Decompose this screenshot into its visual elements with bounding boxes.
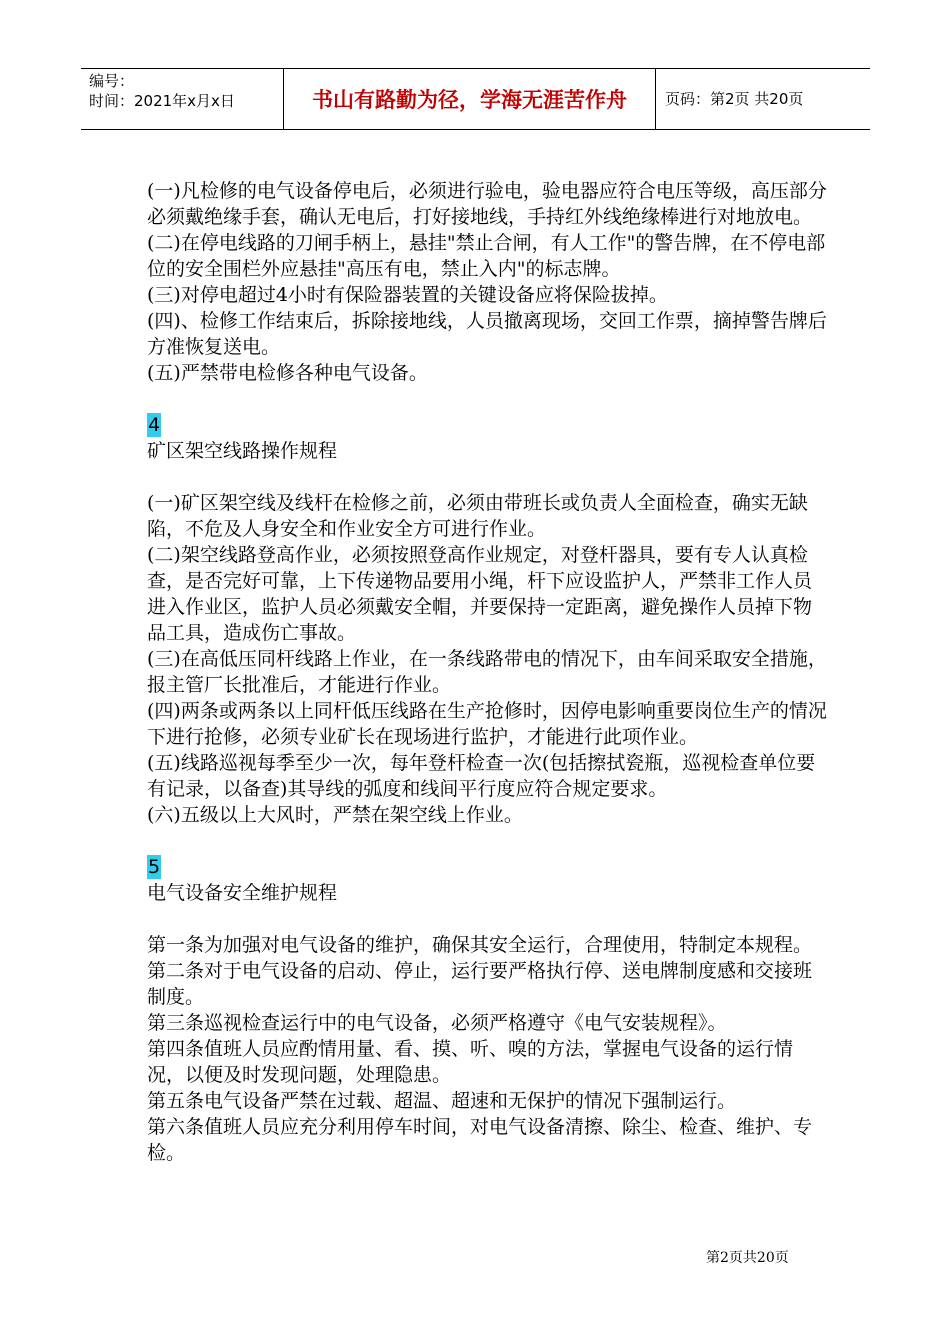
section-5-title: 电气设备安全维护规程 [147, 882, 338, 904]
paragraph: 第一条为加强对电气设备的维护，确保其安全运行，合理使用，特制定本规程。 [147, 934, 813, 956]
page-footer: 第2页共20页 [706, 1250, 789, 1266]
paragraph: (三)对停电超过4小时有保险器装置的关键设备应将保险拔掉。 [147, 284, 668, 306]
paragraph: (三)在高低压同杆线路上作业，在一条线路带电的情况下，由车间采取安全措施，报主管厂长批准后，才能进行作业。 [147, 648, 827, 696]
paragraph: (二)在停电线路的刀闸手柄上，悬挂"禁止合闸，有人工作"的警告牌，在不停电部位的安全围栏外应悬挂"高压有电，禁止入内"的标志牌。 [147, 232, 826, 280]
header-page-info: 页码：第2页 共20页 [665, 90, 804, 108]
section-number-highlight: 5 [148, 856, 161, 878]
spacer [147, 906, 827, 932]
paragraph: 第三条巡视检查运行中的电气设备，必须严格遵守《电气安装规程》。 [147, 1012, 727, 1034]
paragraph: 第四条值班人员应酌情用量、看、摸、听、嗅的方法，掌握电气设备的运行情况，以便及时发现问题，处理隐患。 [147, 1038, 794, 1086]
header-left [89, 71, 279, 111]
paragraph: 第六条值班人员应充分利用停车时间，对电气设备清擦、除尘、检查、维护、专检。 [147, 1116, 813, 1164]
spacer [147, 828, 827, 854]
spacer [147, 386, 827, 412]
paragraph: (一)矿区架空线及线杆在检修之前，必须由带班长或负责人全面检查，确实无缺陷，不危及人身安全和作业安全方可进行作业。 [147, 492, 808, 540]
paragraph: (六)五级以上大风时，严禁在架空线上作业。 [147, 804, 523, 826]
doc-number-label: 编号： [89, 72, 135, 90]
paragraph: (二)架空线路登高作业，必须按照登高作业规定，对登杆器具，要有专人认真检查，是否完好可靠，上下传递物品要用小绳，杆下应设监护人，严禁非工作人员进入作业区，监护人员必须戴安全帽，并要保持一定距离，避免操作人员掉下物品工具，造成伤亡事故。 [147, 544, 813, 644]
spacer [147, 464, 827, 490]
section-4-title: 矿区架空线路操作规程 [147, 440, 338, 462]
paragraph: (五)严禁带电检修各种电气设备。 [147, 362, 428, 384]
paragraph: (四)两条或两条以上同杆低压线路在生产抢修时，因停电影响重要岗位生产的情况下进行抢修，必须专业矿长在现场进行监护，才能进行此项作业。 [147, 700, 827, 748]
paragraph: 第二条对于电气设备的启动、停止，运行要严格执行停、送电牌制度感和交接班制度。 [147, 960, 813, 1008]
paragraph: (五)线路巡视每季至少一次，每年登杆检查一次(包括擦拭瓷瓶，巡视检查单位要有记录，以备查)其导线的弧度和线间平行度应符合规定要求。 [147, 752, 816, 800]
section-number-highlight: 4 [148, 414, 161, 436]
page-header [81, 68, 870, 130]
date-line: 时间：2021年x月x日 [89, 92, 235, 110]
section-5-number [147, 854, 827, 880]
paragraph: (一)凡检修的电气设备停电后，必须进行验电，验电器应符合电压等级，高压部分必须戴绝缘手套，确认无电后，打好接地线，手持红外线绝缘棒进行对地放电。 [147, 180, 827, 228]
header-motto: 书山有路勤为径，学海无涯苦作舟 [283, 68, 656, 129]
paragraph: 第五条电气设备严禁在过载、超温、超速和无保护的情况下强制运行。 [147, 1090, 737, 1112]
document-body [147, 178, 827, 1166]
section-4-number [147, 412, 827, 438]
paragraph: (四)、检修工作结束后，拆除接地线，人员撤离现场，交回工作票，摘掉警告牌后方准恢复送电。 [147, 310, 827, 358]
